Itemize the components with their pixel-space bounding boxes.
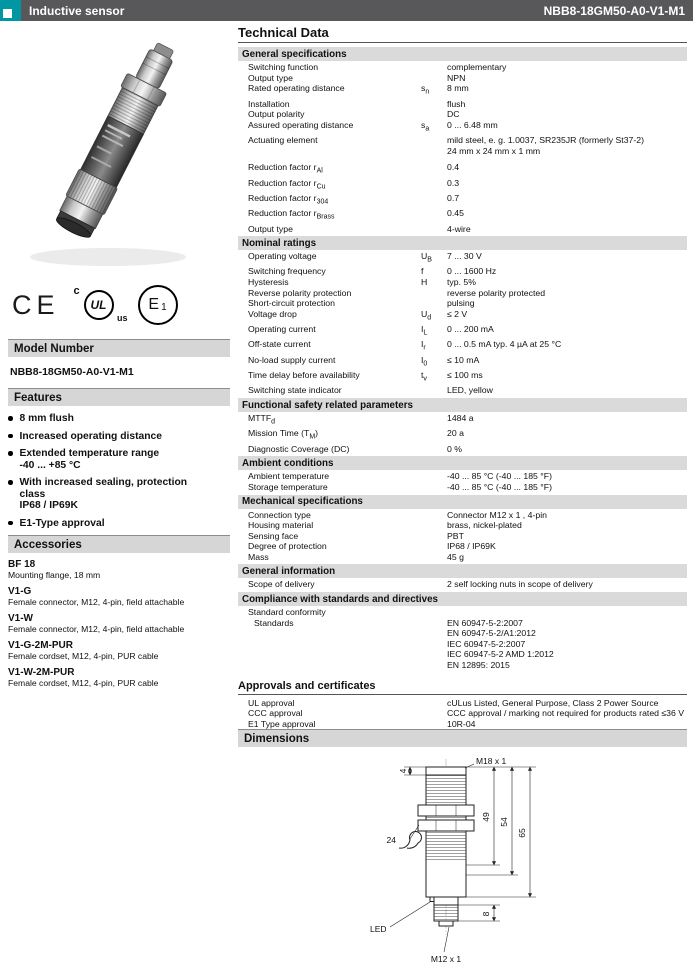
spec-label: Operating voltage <box>248 251 317 262</box>
spec-label: Reduction factor $r_{304}$ <box>248 192 329 206</box>
spec-row <box>238 73 687 84</box>
accessory-item <box>8 586 230 607</box>
spec-label: Reduction factor $r_{Cu}$ <box>248 177 326 191</box>
spec-row <box>238 224 687 235</box>
brand-icon-inner <box>3 9 12 18</box>
spec-value: ≤ 100 ms <box>447 370 483 381</box>
spec-row <box>238 708 687 719</box>
spec-symbol: $I_0$ <box>421 354 428 368</box>
dim-label-m18: M18 x 1 <box>476 756 507 767</box>
spec-symbol <box>421 444 447 455</box>
spec-value: Connector M12 x 1 , 4-pin <box>447 509 547 520</box>
spec-label: CCC approval <box>248 708 303 719</box>
spec-symbol <box>421 162 447 177</box>
spec-label: Installation <box>248 98 290 109</box>
spec-row <box>238 99 687 110</box>
section-header: General information <box>238 564 687 578</box>
spec-symbol: $U_d$ <box>421 308 432 322</box>
feature-item <box>8 413 230 425</box>
e1-letter: E <box>148 296 160 313</box>
spec-value: 2 self locking nuts in scope of delivery <box>447 579 593 590</box>
certification-marks <box>12 279 230 331</box>
section-header: General specifications <box>238 47 687 61</box>
spec-value: EN 60947-5-2:2007 EN 60947-5-2/A1:2012 IEC 60947-5-2:2007 IEC 60947-5-2 AMD 1:2012 EN 12895: 2015 <box>447 617 554 671</box>
spec-label: Reduction factor $r_{Al}$ <box>248 162 323 175</box>
spec-row <box>238 309 687 324</box>
spec-row <box>238 510 687 521</box>
spec-row <box>238 135 687 156</box>
spec-symbol <box>421 698 447 709</box>
spec-row <box>238 531 687 542</box>
spec-symbol <box>421 298 447 309</box>
spec-label: UL approval <box>248 697 295 708</box>
model-number-value: NBB8-18GM50-A0-V1-M1 <box>10 366 134 378</box>
spec-label: Assured operating distance <box>248 119 354 130</box>
spec-label: Standard conformity <box>248 607 326 618</box>
spec-value: 0.4 <box>447 162 460 173</box>
accessory-name: V1-G <box>8 586 32 597</box>
accessory-description: Mounting flange, 18 mm <box>8 570 101 580</box>
spec-value: typ. 5% <box>447 277 476 288</box>
spec-value: flush <box>447 98 466 109</box>
spec-row <box>238 579 687 590</box>
spec-value: 0 % <box>447 443 462 454</box>
dim-label-49: 49 <box>481 812 491 823</box>
spec-label: Diagnostic Coverage (DC) <box>248 443 350 454</box>
spec-symbol <box>421 708 447 719</box>
spec-value: mild steel, e. g. 1.0037, SR235JR (formerly St37-2) 24 mm x 24 mm x 1 mm <box>447 135 645 156</box>
spec-value: 7 ... 30 V <box>447 251 482 262</box>
right-column <box>238 25 687 965</box>
spec-row <box>238 618 687 671</box>
spec-label: Connection type <box>248 509 311 520</box>
e1-number: 1 <box>161 301 167 313</box>
spec-label: Standards <box>254 617 294 628</box>
spec-symbol <box>421 579 447 590</box>
section-header: Functional safety related parameters <box>238 398 687 412</box>
product-photo <box>8 25 230 277</box>
brand-icon <box>0 0 21 21</box>
spec-value: 8 mm <box>447 83 469 94</box>
spec-value: -40 ... 85 °C (-40 ... 185 °F) <box>447 471 552 482</box>
spec-row <box>238 370 687 385</box>
tech-sections <box>238 45 687 729</box>
spec-label: Output type <box>248 223 293 234</box>
dim-label-24: 24 <box>386 835 396 846</box>
dim-label-65: 65 <box>517 828 527 839</box>
bullet-icon <box>8 451 13 456</box>
ul-us-label: us <box>117 313 128 323</box>
spec-value: ≤ 2 V <box>447 308 468 319</box>
spec-value: 0 ... 6.48 mm <box>447 119 498 130</box>
spec-value: 0 ... 0.5 mA typ. 4 µA at 25 °C <box>447 339 562 350</box>
feature-item <box>8 448 230 471</box>
spec-symbol <box>421 62 447 73</box>
accessory-description: Female cordset, M12, 4-pin, PUR cable <box>8 651 159 661</box>
spec-label: Degree of protection <box>248 541 327 552</box>
section-header: Approvals and certificates <box>238 680 687 695</box>
spec-row <box>238 120 687 135</box>
dimension-drawing <box>326 753 626 971</box>
spec-symbol: $I_r$ <box>421 339 426 353</box>
spec-value: reverse polarity protected <box>447 287 546 298</box>
spec-symbol: $I_L$ <box>421 324 428 337</box>
spec-label: Rated operating distance <box>248 83 345 94</box>
dim-label-54: 54 <box>499 817 509 828</box>
spec-row <box>238 162 687 177</box>
spec-row <box>238 266 687 277</box>
spec-label: Storage temperature <box>248 481 328 492</box>
dimensions-section <box>238 729 687 973</box>
spec-value: 4-wire <box>447 223 471 234</box>
spec-symbol <box>421 618 447 671</box>
spec-value: -40 ... 85 °C (-40 ... 185 °F) <box>447 481 552 492</box>
sensor-outline <box>418 767 474 926</box>
spec-symbol <box>421 224 447 235</box>
spec-row <box>238 428 687 443</box>
spec-value: PBT <box>447 530 464 541</box>
spec-label: Output type <box>248 72 293 83</box>
spec-symbol <box>421 178 447 193</box>
spec-symbol: f <box>421 266 424 277</box>
spec-label: No-load supply current <box>248 354 336 365</box>
spec-label: Short-circuit protection <box>248 298 335 309</box>
spec-symbol <box>421 531 447 542</box>
spec-value: 45 g <box>447 551 464 562</box>
spec-row <box>238 324 687 339</box>
spec-value: LED, yellow <box>447 385 493 396</box>
section-header: Ambient conditions <box>238 456 687 470</box>
spec-row <box>238 520 687 531</box>
spec-row <box>238 277 687 288</box>
spec-symbol <box>421 552 447 563</box>
accessory-description: Female connector, M12, 4-pin, field attachable <box>8 597 185 607</box>
accessory-name: BF 18 <box>8 559 36 570</box>
spec-row <box>238 541 687 552</box>
bullet-icon <box>8 434 13 439</box>
spec-value: brass, nickel-plated <box>447 520 522 531</box>
bullet-icon <box>8 521 13 526</box>
dim-label-m12: M12 x 1 <box>430 954 462 965</box>
ul-circle <box>84 290 114 320</box>
bullet-icon <box>8 416 13 421</box>
accessory-description: Female connector, M12, 4-pin, field attachable <box>8 624 185 634</box>
spec-symbol <box>421 135 447 156</box>
spec-row <box>238 698 687 709</box>
spec-label: Mass <box>248 551 269 562</box>
spec-row <box>238 444 687 455</box>
ce-mark-icon: CE <box>12 289 60 320</box>
ul-label: UL <box>90 298 107 312</box>
spec-value: DC <box>447 109 460 120</box>
accessory-name: V1-G-2M-PUR <box>8 640 74 651</box>
feature-item <box>8 477 230 512</box>
spec-label: Operating current <box>248 324 316 335</box>
spec-symbol <box>421 99 447 110</box>
dim-label-led: LED <box>370 924 387 935</box>
feature-text: Increased operating distance <box>19 430 162 442</box>
spec-symbol <box>421 73 447 84</box>
spec-row <box>238 607 687 618</box>
spec-label: Hysteresis <box>248 277 289 288</box>
spec-value: 0 ... 200 mA <box>447 324 494 335</box>
spec-symbol: H <box>421 277 428 288</box>
ul-c-label: c <box>73 285 80 297</box>
spec-label: Voltage drop <box>248 308 297 319</box>
product-family-title: Inductive sensor <box>29 3 125 18</box>
spec-symbol: $t_v$ <box>421 370 427 383</box>
spec-label: Reduction factor $r_{Brass}$ <box>248 208 335 221</box>
spec-row <box>238 62 687 73</box>
spec-row <box>238 385 687 396</box>
spec-symbol <box>421 428 447 443</box>
spec-symbol <box>421 719 447 730</box>
spec-row <box>238 413 687 428</box>
spec-symbol <box>421 193 447 208</box>
spec-label: Housing material <box>248 520 314 531</box>
spec-row <box>238 355 687 370</box>
spec-row <box>238 178 687 193</box>
spec-symbol: $s_n$ <box>421 83 430 96</box>
spec-label: Time delay before availability <box>248 370 360 381</box>
spec-symbol <box>421 482 447 493</box>
spec-symbol: $U_B$ <box>421 251 432 264</box>
dimensions-header: Dimensions <box>238 729 687 747</box>
spec-value: 10R-04 <box>447 718 476 729</box>
feature-item <box>8 518 230 530</box>
accessory-item <box>8 667 230 688</box>
spec-value: complementary <box>447 62 507 72</box>
spec-label: E1 Type approval <box>248 718 316 729</box>
spec-value: IP68 / IP69K <box>447 541 496 552</box>
spec-row <box>238 552 687 563</box>
spec-value: 0.7 <box>447 192 460 203</box>
technical-data-title: Technical Data <box>238 25 687 43</box>
spec-symbol <box>421 385 447 396</box>
accessory-item <box>8 559 230 580</box>
spec-label: Scope of delivery <box>248 579 315 590</box>
accessory-item <box>8 640 230 661</box>
spec-symbol <box>421 413 447 428</box>
left-column <box>8 25 230 891</box>
spec-label: Sensing face <box>248 530 299 541</box>
spec-value: ≤ 10 mA <box>447 354 480 365</box>
spec-value: NPN <box>447 72 466 83</box>
spec-row <box>238 208 687 223</box>
accessory-name: V1-W-2M-PUR <box>8 667 75 678</box>
spec-row <box>238 288 687 299</box>
e1-mark-icon <box>138 285 178 325</box>
feature-text: E1-Type approval <box>19 517 105 529</box>
section-header: Mechanical specifications <box>238 495 687 509</box>
spec-row <box>238 193 687 208</box>
spec-label: Reverse polarity protection <box>248 287 352 298</box>
spec-label: Mission Time $(T_M)$ <box>248 428 319 442</box>
spec-row <box>238 719 687 730</box>
accessory-item <box>8 613 230 634</box>
spec-row <box>238 339 687 354</box>
spec-label: Ambient temperature <box>248 471 330 482</box>
bullet-icon <box>8 480 13 485</box>
spec-symbol <box>421 510 447 521</box>
spec-symbol <box>421 208 447 223</box>
spec-symbol: $s_a$ <box>421 119 430 133</box>
spec-row <box>238 109 687 120</box>
page-header <box>0 0 693 21</box>
section-header: Nominal ratings <box>238 236 687 250</box>
feature-text: Extended temperature range -40 ... +85 °C <box>19 448 160 471</box>
feature-item <box>8 431 230 443</box>
accessory-name: V1-W <box>8 613 33 624</box>
spec-symbol <box>421 288 447 299</box>
spec-label: Actuating element <box>248 135 318 146</box>
dim-label-8: 8 <box>481 912 491 917</box>
dim-label-4: 4 <box>398 769 408 774</box>
features-list <box>8 413 230 529</box>
spec-row <box>238 83 687 98</box>
spec-symbol <box>421 109 447 120</box>
spec-row <box>238 482 687 493</box>
spec-value: 20 a <box>447 428 464 439</box>
spec-value: cULus Listed, General Purpose, Class 2 Power Source <box>447 697 659 708</box>
spec-value: 0.45 <box>447 208 464 219</box>
spec-label: $MTTF_d$ <box>248 413 276 426</box>
features-header: Features <box>8 388 230 406</box>
spec-label: Switching function <box>248 62 319 72</box>
spec-symbol <box>421 607 447 618</box>
spec-value: pulsing <box>447 298 475 309</box>
spec-value: 1484 a <box>447 413 474 424</box>
header-model-number: NBB8-18GM50-A0-V1-M1 <box>543 3 685 18</box>
cul-us-mark-icon <box>73 285 128 323</box>
model-number-header: Model Number <box>8 339 230 357</box>
content-columns <box>0 21 693 965</box>
spec-row <box>238 251 687 266</box>
spec-symbol <box>421 541 447 552</box>
spec-symbol <box>421 520 447 531</box>
spec-label: Switching state indicator <box>248 385 342 396</box>
spec-value <box>447 607 687 618</box>
spec-symbol <box>421 471 447 482</box>
product-photo-illustration <box>8 25 223 277</box>
spec-row <box>238 471 687 482</box>
feature-text: 8 mm flush <box>19 413 74 424</box>
spec-label: Output polarity <box>248 109 305 120</box>
accessory-description: Female cordset, M12, 4-pin, PUR cable <box>8 678 159 688</box>
spec-row <box>238 298 687 309</box>
spec-value: CCC approval / marking not required for products rated ≤36 V <box>447 708 685 719</box>
header-left <box>0 0 124 21</box>
spec-value: 0 ... 1600 Hz <box>447 266 497 277</box>
accessories-header: Accessories <box>8 535 230 553</box>
feature-text: With increased sealing, protection class IP68 / IP69K <box>19 477 188 511</box>
accessories-list <box>8 559 230 688</box>
wrench-icon <box>399 832 421 849</box>
spec-label: Switching frequency <box>248 266 326 277</box>
section-header: Compliance with standards and directives <box>238 592 687 606</box>
spec-label: Off-state current <box>248 339 311 350</box>
spec-value: 0.3 <box>447 177 460 188</box>
